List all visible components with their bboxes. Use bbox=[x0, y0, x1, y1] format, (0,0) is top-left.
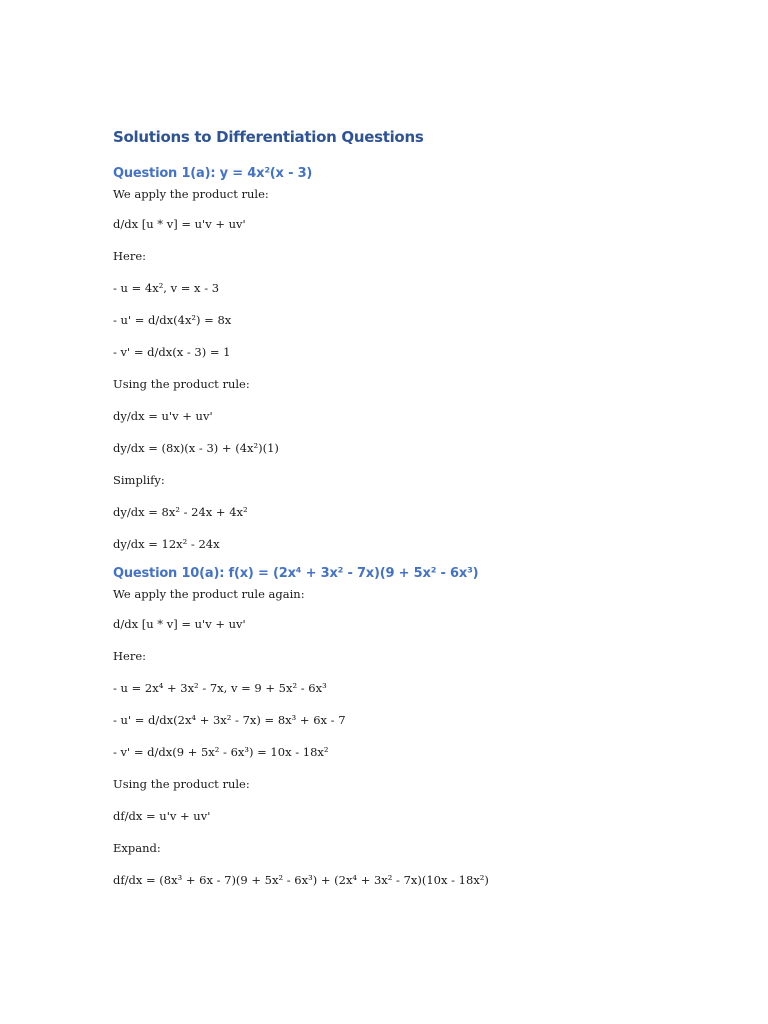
formula-line: - v' = d/dx(9 + 5x² - 6x³) = 10x - 18x² bbox=[113, 745, 329, 759]
formula-line: - v' = d/dx(x - 3) = 1 bbox=[113, 345, 231, 359]
section-question-1a bbox=[113, 163, 713, 559]
text-line: We apply the product rule: bbox=[113, 187, 269, 201]
formula-line: dy/dx = 12x² - 24x bbox=[113, 537, 220, 551]
text-line: We apply the product rule again: bbox=[113, 587, 305, 601]
text-line: Using the product rule: bbox=[113, 377, 250, 391]
document-title: Solutions to Differentiation Questions bbox=[113, 128, 424, 146]
formula-line: d/dx [u * v] = u'v + uv' bbox=[113, 217, 246, 231]
formula-line: - u' = d/dx(4x²) = 8x bbox=[113, 313, 232, 327]
text-line: Simplify: bbox=[113, 473, 165, 487]
formula-line: dy/dx = u'v + uv' bbox=[113, 409, 213, 423]
formula-line: dy/dx = 8x² - 24x + 4x² bbox=[113, 505, 248, 519]
formula-line: df/dx = (8x³ + 6x - 7)(9 + 5x² - 6x³) + (2x⁴ + 3x² - 7x)(10x - 18x²) bbox=[113, 873, 489, 887]
question-heading: Question 10(a): f(x) = (2x⁴ + 3x² - 7x)(9 + 5x² - 6x³) bbox=[113, 566, 479, 581]
section-question-10a bbox=[113, 563, 713, 895]
formula-line: dy/dx = (8x)(x - 3) + (4x²)(1) bbox=[113, 441, 279, 455]
text-line: Here: bbox=[113, 249, 147, 263]
formula-line: - u = 4x², v = x - 3 bbox=[113, 281, 220, 295]
text-line: Expand: bbox=[113, 841, 161, 855]
formula-line: - u' = d/dx(2x⁴ + 3x² - 7x) = 8x³ + 6x - 7 bbox=[113, 713, 346, 727]
formula-line: d/dx [u * v] = u'v + uv' bbox=[113, 617, 246, 631]
question-heading: Question 1(a): y = 4x²(x - 3) bbox=[113, 166, 313, 181]
text-line: Here: bbox=[113, 649, 147, 663]
formula-line: - u = 2x⁴ + 3x² - 7x, v = 9 + 5x² - 6x³ bbox=[113, 681, 327, 695]
document-content bbox=[113, 122, 713, 895]
formula-line: df/dx = u'v + uv' bbox=[113, 809, 211, 823]
text-line: Using the product rule: bbox=[113, 777, 250, 791]
